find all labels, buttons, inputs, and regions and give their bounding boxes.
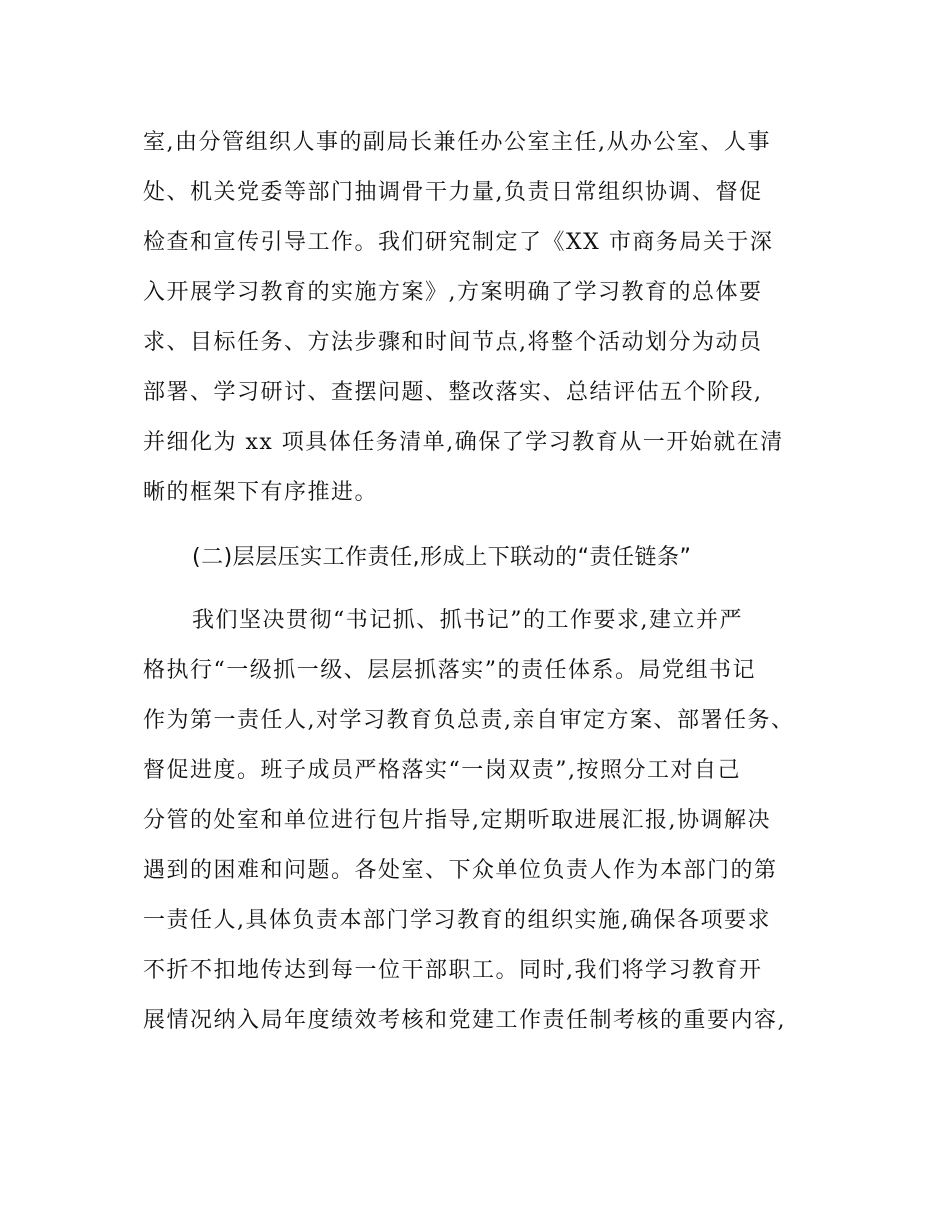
paragraph-2-line-1: 我们坚决贯彻“书记抓、抓书记”的工作要求,建立并严 [192,608,743,633]
paragraph-1-line-2: 处、机关党委等部门抽调骨干力量,负责日常组织协调、督促 [143,180,763,205]
paragraph-2-line-6: 遇到的困难和问题。各处室、下众单位负责人作为本部门的第 [143,858,778,883]
paragraph-1-line-6: 部署、学习研讨、查摆问题、整改落实、总结评估五个阶段, [143,380,763,405]
paragraph-1-line-7: 并细化为 xx 项具体任务清单,确保了学习教育从一开始就在清 [143,430,784,455]
paragraph-2-line-4: 督促进度。班子成员严格落实“一岗双责”,按照分工对自己 [143,758,741,783]
section-heading: (二)层层压实工作责任,形成上下联动的“责任链条” [192,545,692,570]
paragraph-1-line-8: 晰的框架下有序推进。 [143,480,379,505]
paragraph-1-line-4: 入开展学习教育的实施方案》,方案明确了学习教育的总体要 [143,280,763,305]
paragraph-1-line-3: 检查和宣传引导工作。我们研究制定了《XX 市商务局关于深 [143,230,774,255]
paragraph-2-line-7: 一责任人,具体负责本部门学习教育的组织实施,确保各项要求 [143,908,771,933]
paragraph-2-line-8: 不折不扣地传达到每一位干部职工。同时,我们将学习教育开 [143,958,763,983]
paragraph-2-line-9: 展情况纳入局年度绩效考核和党建工作责任制考核的重要内容, [143,1008,786,1033]
paragraph-2-line-3: 作为第一责任人,对学习教育负总责,亲自审定方案、部署任务、 [143,708,795,733]
paragraph-2-line-2: 格执行“一级抓一级、层层抓落实”的责任体系。局党组书记 [143,658,756,683]
paragraph-1-line-1: 室,由分管组织人事的副局长兼任办公室主任,从办公室、人事 [143,130,771,155]
paragraph-1-line-5: 求、目标任务、方法步骤和时间节点,将整个活动划分为动员 [143,330,763,355]
paragraph-2-line-5: 分管的处室和单位进行包片指导,定期听取进展汇报,协调解决 [143,808,771,833]
